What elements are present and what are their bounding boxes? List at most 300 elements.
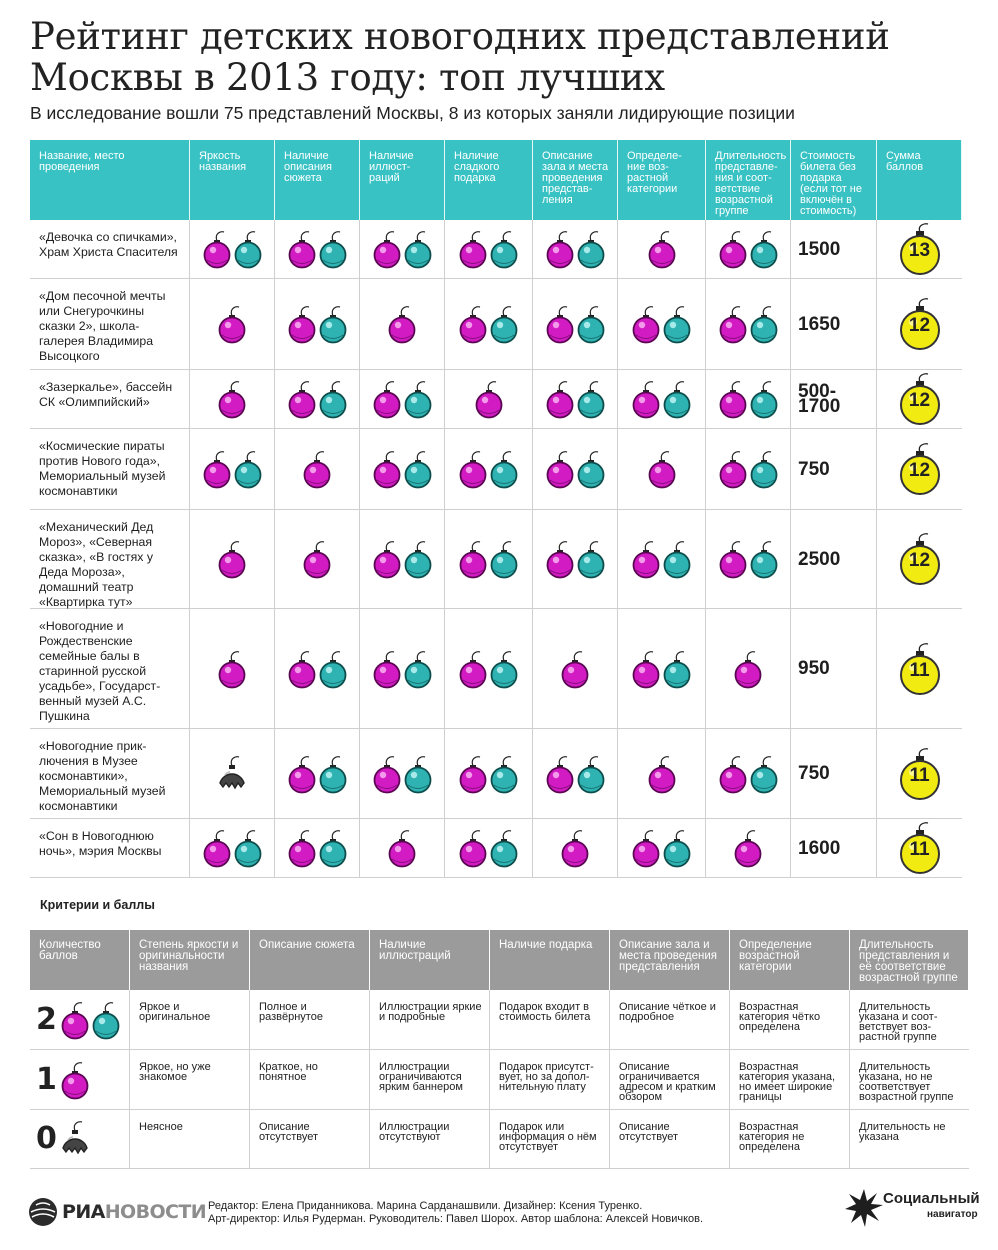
magenta-ornament-icon	[545, 449, 575, 489]
teal-ornament-icon	[749, 449, 779, 489]
magenta-ornament-icon	[545, 754, 575, 794]
magenta-ornament-icon	[217, 379, 247, 419]
score-ornaments	[545, 754, 606, 794]
score-cell	[360, 279, 445, 370]
score-ornaments	[458, 304, 519, 344]
score-cell	[706, 429, 791, 510]
show-name: «Механический Дед Мороз», «Северная сказка», «В гостях у Деда Мороза», домашний театр «Квартирка тут»	[30, 510, 190, 609]
broken-ornament-icon	[217, 754, 247, 794]
score-cell	[445, 279, 533, 370]
score-cell	[190, 510, 275, 609]
legend-ornaments	[60, 1000, 121, 1040]
teal-ornament-icon	[749, 229, 779, 269]
ticket-price: 950	[791, 609, 877, 729]
credits	[208, 1200, 808, 1226]
total-score-value: 13	[908, 240, 931, 261]
criteria-description: Описание отсутствует	[250, 1110, 370, 1169]
magenta-ornament-icon	[372, 449, 402, 489]
score-ornaments	[718, 754, 779, 794]
magenta-ornament-icon	[545, 539, 575, 579]
magenta-ornament-icon	[474, 379, 504, 419]
score-ornaments	[202, 449, 263, 489]
score-cell	[360, 370, 445, 429]
criteria-header-2: Степень яркости и оригинальности названия	[130, 930, 250, 990]
total-score-cell	[877, 429, 962, 510]
score-ornaments	[202, 229, 263, 269]
ria-bold-text: РИА	[62, 1201, 105, 1223]
criteria-description: Полное и развёрнутое	[250, 990, 370, 1050]
magenta-ornament-icon	[718, 449, 748, 489]
score-ornaments	[631, 304, 692, 344]
novosti-light-text: НОВОСТИ	[104, 1201, 207, 1223]
magenta-ornament-icon	[287, 229, 317, 269]
show-name: «Сон в Новогоднюю ночь», мэрия Москвы	[30, 819, 190, 878]
total-score-badge	[898, 373, 942, 425]
total-score-cell	[877, 220, 962, 279]
magenta-ornament-icon	[217, 304, 247, 344]
total-score-value: 11	[909, 839, 930, 860]
total-score-badge	[898, 223, 942, 275]
points-value: 2	[36, 1001, 57, 1037]
teal-ornament-icon	[489, 449, 519, 489]
magenta-ornament-icon	[733, 828, 763, 868]
teal-ornament-icon	[233, 229, 263, 269]
magenta-ornament-icon	[302, 449, 332, 489]
score-ornaments	[372, 449, 433, 489]
credits-line-1: Редактор: Елена Приданникова. Марина Сарданашвили. Дизайнер: Ксения Туренко.	[208, 1200, 643, 1212]
magenta-ornament-icon	[545, 229, 575, 269]
criteria-header-7: Определение возрастной категории	[730, 930, 850, 990]
score-cell	[445, 729, 533, 819]
points-value: 0	[36, 1121, 57, 1156]
score-cell	[533, 279, 618, 370]
score-cell	[618, 819, 706, 878]
score-cell	[445, 510, 533, 609]
magenta-ornament-icon	[631, 828, 661, 868]
total-score-cell	[877, 510, 962, 609]
teal-ornament-icon	[576, 539, 606, 579]
magenta-ornament-icon	[718, 539, 748, 579]
score-ornaments	[287, 229, 348, 269]
total-score-value: 11	[909, 659, 930, 681]
score-ornaments	[545, 229, 606, 269]
score-cell	[360, 510, 445, 609]
criteria-description: Возрастная категория указана, но имеет широкие границы	[730, 1050, 850, 1110]
score-cell	[533, 429, 618, 510]
criteria-header-8: Длительность представления и её соответствие возрастной группе	[850, 930, 969, 990]
score-cell	[618, 429, 706, 510]
score-ornaments	[287, 379, 348, 419]
magenta-ornament-icon	[733, 649, 763, 689]
criteria-description: Подарок присутст-вует, но за допол-нительную плату	[490, 1050, 610, 1110]
score-cell	[275, 370, 360, 429]
criteria-description: Описание чёткое и подробное	[610, 990, 730, 1050]
score-cell	[618, 220, 706, 279]
score-ornaments	[718, 304, 779, 344]
score-ornaments	[387, 304, 417, 344]
show-name: «Девочка со спичками», Храм Христа Спасителя	[30, 220, 190, 279]
score-ornaments	[560, 649, 590, 689]
criteria-header-1: Количество баллов	[30, 930, 130, 990]
teal-ornament-icon	[318, 649, 348, 689]
score-cell	[360, 429, 445, 510]
teal-ornament-icon	[662, 379, 692, 419]
score-cell	[445, 429, 533, 510]
total-score-value: 12	[908, 315, 931, 336]
total-score-value: 12	[908, 550, 931, 571]
score-cell	[190, 429, 275, 510]
score-cell	[706, 370, 791, 429]
criteria-header-4: Наличие иллюстраций	[370, 930, 490, 990]
magenta-ornament-icon	[287, 379, 317, 419]
score-cell	[445, 819, 533, 878]
score-cell	[190, 729, 275, 819]
score-cell	[533, 510, 618, 609]
score-cell	[360, 729, 445, 819]
social-line-2: навигатор	[927, 1209, 978, 1220]
title-line-2: Москвы в 2013 году: топ лучших	[30, 56, 665, 99]
magenta-ornament-icon	[458, 229, 488, 269]
criteria-description: Длительность указана и соот-ветствует воз-растной группе	[850, 990, 969, 1050]
magenta-ornament-icon	[458, 539, 488, 579]
score-cell	[445, 609, 533, 729]
score-cell	[190, 609, 275, 729]
rating-table	[30, 140, 962, 878]
teal-ornament-icon	[489, 754, 519, 794]
teal-ornament-icon	[403, 754, 433, 794]
teal-ornament-icon	[576, 754, 606, 794]
score-cell	[275, 729, 360, 819]
criteria-description: Подарок входит в стоимость билета	[490, 990, 610, 1050]
magenta-ornament-icon	[302, 539, 332, 579]
score-ornaments	[302, 539, 332, 579]
teal-ornament-icon	[489, 649, 519, 689]
total-score-cell	[877, 729, 962, 819]
score-cell	[360, 220, 445, 279]
ticket-price: 750	[791, 429, 877, 510]
score-cell	[618, 279, 706, 370]
score-ornaments	[287, 304, 348, 344]
magenta-ornament-icon	[647, 754, 677, 794]
points-cell	[30, 1110, 130, 1169]
magenta-ornament-icon	[458, 649, 488, 689]
points-value: 1	[36, 1061, 57, 1097]
ticket-price: 750	[791, 729, 877, 819]
score-ornaments	[718, 539, 779, 579]
teal-ornament-icon	[576, 379, 606, 419]
magenta-ornament-icon	[287, 304, 317, 344]
score-cell	[618, 370, 706, 429]
magenta-ornament-icon	[458, 304, 488, 344]
criteria-header-6: Описание зала и места проведения представления	[610, 930, 730, 990]
score-ornaments	[372, 539, 433, 579]
teal-ornament-icon	[403, 379, 433, 419]
magenta-ornament-icon	[287, 649, 317, 689]
score-ornaments	[474, 379, 504, 419]
magenta-ornament-icon	[287, 828, 317, 868]
score-cell	[618, 609, 706, 729]
score-cell	[275, 220, 360, 279]
score-cell	[533, 220, 618, 279]
score-ornaments	[458, 754, 519, 794]
teal-ornament-icon	[318, 229, 348, 269]
score-ornaments	[372, 379, 433, 419]
magenta-ornament-icon	[372, 649, 402, 689]
teal-ornament-icon	[403, 649, 433, 689]
score-cell	[533, 609, 618, 729]
score-ornaments	[631, 828, 692, 868]
magenta-ornament-icon	[372, 754, 402, 794]
score-ornaments	[545, 449, 606, 489]
criteria-description: Длительность указана, но не соответствует возрастной группе	[850, 1050, 969, 1110]
score-ornaments	[458, 649, 519, 689]
magenta-ornament-icon	[387, 828, 417, 868]
score-ornaments	[647, 229, 677, 269]
magenta-ornament-icon	[647, 229, 677, 269]
magenta-ornament-icon	[202, 828, 232, 868]
score-ornaments	[718, 379, 779, 419]
total-score-badge	[898, 822, 942, 874]
score-ornaments	[372, 649, 433, 689]
score-ornaments	[458, 229, 519, 269]
score-cell	[360, 819, 445, 878]
splash-icon	[843, 1187, 885, 1229]
total-score-value: 12	[908, 390, 931, 411]
criteria-description: Яркое, но уже знакомое	[130, 1050, 250, 1110]
show-name: «Новогодние прик-лючения в Музее космонавтики», Мемориальный музей космонавтики	[30, 729, 190, 819]
total-score-badge	[898, 298, 942, 350]
ticket-price: 500-1700	[791, 370, 877, 429]
title-line-1: Рейтинг детских новогодних представлений	[30, 15, 890, 58]
ria-novosti-logo	[28, 1197, 206, 1227]
total-score-badge	[898, 533, 942, 585]
magenta-ornament-icon	[631, 379, 661, 419]
criteria-description: Иллюстрации отсутствуют	[370, 1110, 490, 1169]
score-ornaments	[647, 754, 677, 794]
total-score-value: 11	[909, 764, 930, 786]
magenta-ornament-icon	[287, 754, 317, 794]
score-cell	[275, 279, 360, 370]
magenta-ornament-icon	[458, 449, 488, 489]
score-cell	[533, 819, 618, 878]
score-cell	[706, 729, 791, 819]
score-cell	[190, 819, 275, 878]
show-name: «Дом песочной мечты или Снегурочкины сказки 2», школа-галерея Владимира Высоцкого	[30, 279, 190, 370]
score-ornaments	[545, 304, 606, 344]
magenta-ornament-icon	[372, 539, 402, 579]
score-ornaments	[202, 828, 263, 868]
teal-ornament-icon	[91, 1000, 121, 1040]
score-ornaments	[733, 649, 763, 689]
score-cell	[706, 819, 791, 878]
score-ornaments	[217, 539, 247, 579]
score-cell	[706, 609, 791, 729]
teal-ornament-icon	[233, 828, 263, 868]
score-ornaments	[387, 828, 417, 868]
magenta-ornament-icon	[718, 379, 748, 419]
total-score-badge	[898, 748, 942, 800]
magenta-ornament-icon	[458, 754, 488, 794]
ticket-price: 1500	[791, 220, 877, 279]
teal-ornament-icon	[489, 229, 519, 269]
magenta-ornament-icon	[718, 229, 748, 269]
criteria-description: Подарок или информация о нём отсутствует	[490, 1110, 610, 1169]
teal-ornament-icon	[318, 379, 348, 419]
score-ornaments	[287, 649, 348, 689]
ticket-price: 1650	[791, 279, 877, 370]
ticket-price: 1600	[791, 819, 877, 878]
page-subtitle: В исследование вошли 75 представлений Москвы, 8 из которых заняли лидирующие позиции	[30, 103, 795, 123]
score-ornaments	[458, 539, 519, 579]
globe-icon	[28, 1197, 58, 1227]
teal-ornament-icon	[318, 828, 348, 868]
total-score-cell	[877, 370, 962, 429]
magenta-ornament-icon	[631, 649, 661, 689]
teal-ornament-icon	[662, 649, 692, 689]
magenta-ornament-icon	[217, 649, 247, 689]
total-score-value: 12	[908, 460, 931, 481]
show-name: «Зазеркалье», бассейн СК «Олимпийский»	[30, 370, 190, 429]
magenta-ornament-icon	[217, 539, 247, 579]
teal-ornament-icon	[576, 304, 606, 344]
score-cell	[360, 609, 445, 729]
score-cell	[275, 510, 360, 609]
score-cell	[706, 510, 791, 609]
score-cell	[618, 729, 706, 819]
broken-ornament-icon	[60, 1119, 90, 1159]
score-ornaments	[631, 379, 692, 419]
legend-ornaments	[60, 1119, 90, 1159]
score-cell	[706, 279, 791, 370]
score-cell	[275, 609, 360, 729]
teal-ornament-icon	[662, 539, 692, 579]
total-score-badge	[898, 443, 942, 495]
criteria-description: Иллюстрации яркие и подробные	[370, 990, 490, 1050]
score-cell	[706, 220, 791, 279]
points-cell	[30, 990, 130, 1050]
show-name: «Космические пираты против Нового года», Мемориальный музей космонавтики	[30, 429, 190, 510]
teal-ornament-icon	[576, 229, 606, 269]
score-cell	[445, 220, 533, 279]
magenta-ornament-icon	[631, 539, 661, 579]
teal-ornament-icon	[576, 449, 606, 489]
teal-ornament-icon	[403, 539, 433, 579]
column-header-3: Наличие описания сюжета	[275, 140, 360, 220]
magenta-ornament-icon	[647, 449, 677, 489]
column-header-2: Яркость названия	[190, 140, 275, 220]
score-ornaments	[718, 229, 779, 269]
score-ornaments	[545, 539, 606, 579]
social-line-1: Социальный	[883, 1190, 980, 1207]
teal-ornament-icon	[749, 304, 779, 344]
total-score-cell	[877, 819, 962, 878]
magenta-ornament-icon	[60, 1060, 90, 1100]
magenta-ornament-icon	[545, 304, 575, 344]
total-score-cell	[877, 279, 962, 370]
criteria-description: Неясное	[130, 1110, 250, 1169]
criteria-description: Возрастная категория не определена	[730, 1110, 850, 1169]
criteria-description: Яркое и оригинальное	[130, 990, 250, 1050]
teal-ornament-icon	[749, 754, 779, 794]
column-header-8: Длительность представле- ния и соот- ветствие возрастной группе	[706, 140, 791, 220]
score-ornaments	[302, 449, 332, 489]
score-ornaments	[287, 828, 348, 868]
column-header-4: Наличие иллюст- раций	[360, 140, 445, 220]
score-cell	[533, 370, 618, 429]
score-cell	[275, 429, 360, 510]
score-cell	[190, 279, 275, 370]
score-ornaments	[733, 828, 763, 868]
criteria-description: Описание ограничивается адресом и кратким обзором	[610, 1050, 730, 1110]
total-score-badge	[898, 643, 942, 695]
criteria-description: Описание отсутствует	[610, 1110, 730, 1169]
teal-ornament-icon	[318, 304, 348, 344]
points-cell	[30, 1050, 130, 1110]
score-ornaments	[217, 304, 247, 344]
social-navigator-logo	[843, 1187, 980, 1227]
score-ornaments	[718, 449, 779, 489]
magenta-ornament-icon	[718, 304, 748, 344]
magenta-ornament-icon	[372, 229, 402, 269]
score-cell	[445, 370, 533, 429]
score-ornaments	[217, 379, 247, 419]
ticket-price: 2500	[791, 510, 877, 609]
score-ornaments	[458, 828, 519, 868]
magenta-ornament-icon	[458, 828, 488, 868]
column-header-5: Наличие сладкого подарка	[445, 140, 533, 220]
score-cell	[190, 370, 275, 429]
score-ornaments	[372, 229, 433, 269]
criteria-header-3: Описание сюжета	[250, 930, 370, 990]
magenta-ornament-icon	[560, 828, 590, 868]
score-ornaments	[217, 649, 247, 689]
teal-ornament-icon	[489, 828, 519, 868]
score-cell	[618, 510, 706, 609]
score-cell	[533, 729, 618, 819]
score-cell	[190, 220, 275, 279]
teal-ornament-icon	[318, 754, 348, 794]
score-ornaments	[631, 649, 692, 689]
magenta-ornament-icon	[202, 229, 232, 269]
score-ornaments	[647, 449, 677, 489]
criteria-title: Критерии и баллы	[40, 898, 155, 912]
teal-ornament-icon	[403, 449, 433, 489]
criteria-header-5: Наличие подарка	[490, 930, 610, 990]
score-cell	[275, 819, 360, 878]
score-ornaments	[560, 828, 590, 868]
teal-ornament-icon	[749, 379, 779, 419]
score-ornaments	[372, 754, 433, 794]
teal-ornament-icon	[403, 229, 433, 269]
criteria-description: Иллюстрации ограничиваются ярким баннером	[370, 1050, 490, 1110]
magenta-ornament-icon	[202, 449, 232, 489]
column-header-9: Стоимость билета без подарка (если тот не включён в стоимость)	[791, 140, 877, 220]
score-ornaments	[458, 449, 519, 489]
column-header-1: Название, место проведения	[30, 140, 190, 220]
legend-ornaments	[60, 1060, 90, 1100]
criteria-description: Краткое, но понятное	[250, 1050, 370, 1110]
criteria-description: Возрастная категория чётко определена	[730, 990, 850, 1050]
teal-ornament-icon	[489, 304, 519, 344]
page-title	[30, 16, 970, 98]
column-header-6: Описание зала и места проведения представ- ления	[533, 140, 618, 220]
magenta-ornament-icon	[372, 379, 402, 419]
score-ornaments	[287, 754, 348, 794]
score-ornaments	[217, 754, 247, 794]
column-header-10: Сумма баллов	[877, 140, 962, 220]
teal-ornament-icon	[662, 304, 692, 344]
teal-ornament-icon	[662, 828, 692, 868]
